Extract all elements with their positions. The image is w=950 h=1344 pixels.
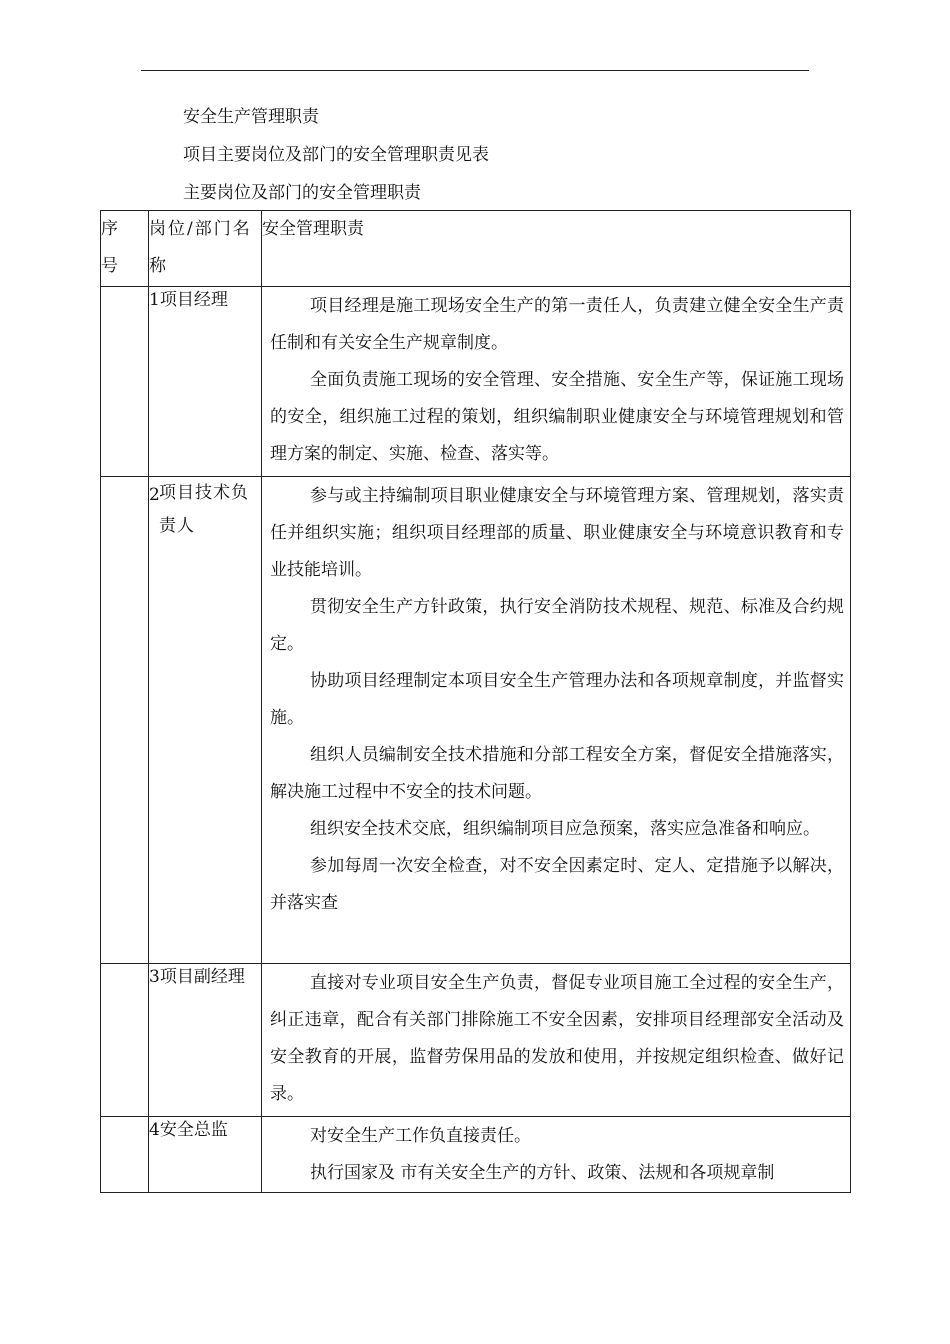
row-number: 3 (149, 967, 160, 987)
duty-paragraph: 贯彻安全生产方针政策，执行安全消防技术规程、规范、标准及合约规定。 (270, 597, 844, 654)
header-duty: 安全管理职责 (262, 211, 851, 287)
duty-paragraph: 参与或主持编制项目职业健康安全与环境管理方案、管理规划，落实责任并组织实施；组织项目经理部的质量、职业健康安全与环境意识教育和专业技能培训。 (270, 486, 844, 580)
header-no-line2: 号 (101, 256, 118, 276)
header-rule (141, 70, 809, 71)
duty-paragraph: 直接对专业项目安全生产负责，督促专业项目施工全过程的安全生产，纠正违章，配合有关部门排除施工不安全因素，安排项目经理部安全活动及安全教育的开展，监督劳保用品的发放和使用，并按规定组织检查、做好记录。 (270, 973, 844, 1104)
duty-paragraph: 执行国家及 市有关安全生产的方针、政策、法规和各项规章制 (310, 1163, 775, 1183)
duty-paragraph: 组织安全技术交底，组织编制项目应急预案，落实应急准备和响应。 (310, 819, 820, 839)
row-number-cell (101, 477, 149, 964)
header-name: 岗位/部门名称 (149, 211, 262, 287)
row-number-cell (101, 964, 149, 1117)
row-number-cell (101, 1117, 149, 1193)
duty-paragraph: 协助项目经理制定本项目安全生产管理办法和各项规章制度，并监督实施。 (270, 671, 844, 728)
duty-paragraph: 组织人员编制安全技术措施和分部工程安全方案，督促安全措施落实，解决施工过程中不安全的技术问题。 (270, 745, 844, 802)
row-duty-cell (262, 1117, 851, 1193)
row-duty-cell (262, 287, 851, 477)
row-name-cell (149, 287, 262, 477)
duty-paragraph: 项目经理是施工现场安全生产的第一责任人，负责建立健全安全生产责任制和有关安全生产规章制度。 (270, 296, 844, 353)
row-duty-cell (262, 477, 851, 964)
row-name-text: 项目技术负责人 (159, 483, 249, 536)
header-no (101, 211, 149, 287)
duty-table (100, 210, 851, 1193)
duty-paragraph: 全面负责施工现场的安全管理、安全措施、安全生产等，保证施工现场的安全，组织施工过程的策划，组织编制职业健康安全与环境管理规划和管理方案的制定、实施、检查、落实等。 (270, 370, 844, 464)
row-duty-cell (262, 964, 851, 1117)
header-no-line1: 序 (101, 219, 118, 239)
table-header-row (101, 211, 851, 287)
row-number: 1 (149, 290, 160, 310)
duty-paragraph: 参加每周一次安全检查，对不安全因素定时、定人、定措施予以解决，并落实查 (270, 856, 844, 913)
row-name (149, 287, 261, 313)
row-number: 2 (149, 485, 160, 505)
row-number: 4 (149, 1120, 160, 1140)
row-name-cell (149, 477, 262, 964)
table-row (101, 477, 851, 964)
row-name (149, 1117, 261, 1143)
table-title: 主要岗位及部门的安全管理职责 (183, 183, 421, 203)
row-number-cell (101, 287, 149, 477)
section-title: 安全生产管理职责 (183, 107, 319, 127)
row-name-cell (149, 1117, 262, 1193)
table-row (101, 287, 851, 477)
row-name-text: 项目经理 (159, 290, 228, 310)
table-row (101, 964, 851, 1117)
row-name-text: 项目副经理 (159, 967, 245, 987)
row-name (149, 964, 261, 990)
table-row (101, 1117, 851, 1193)
duty-paragraph: 对安全生产工作负直接责任。 (310, 1126, 531, 1146)
row-name-cell (149, 964, 262, 1117)
row-name-text: 安全总监 (159, 1120, 228, 1140)
subtitle: 项目主要岗位及部门的安全管理职责见表 (183, 145, 489, 165)
